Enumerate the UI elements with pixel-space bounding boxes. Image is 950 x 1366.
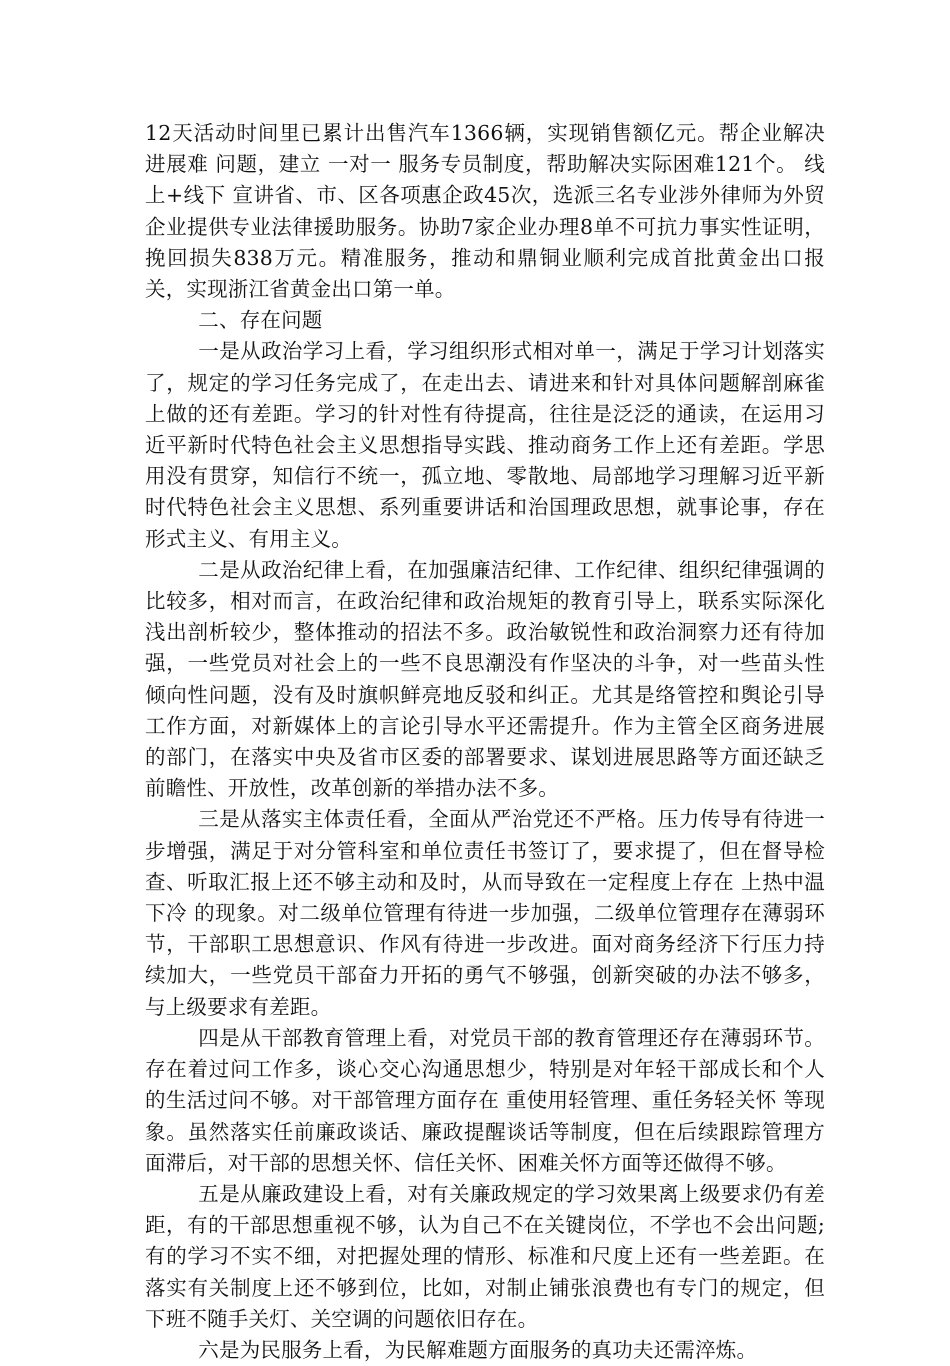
section-heading-existing-problems: 二、存在问题	[198, 308, 323, 333]
paragraph-clean-government: 五是从廉政建设上看，对有关廉政规定的学习效果离上级要求仍有差距，有的干部思想重视不够，认为自己不在关键岗位，不学也不会出问题;有的学习不实不细，对把握处理的情形、标准和尺度上还有一些差距。在落实有关制度上还不够到位，比如，对制止铺张浪费也有专门的规定，但下班不随手关灯、关空调的问题依旧存在。	[145, 1181, 825, 1331]
paragraph-political-study: 一是从政治学习上看，学习组织形式相对单一，满足于学习计划落实了，规定的学习任务完成了，在走出去、请进来和针对具体问题解剖麻雀上做的还有差距。学习的针对性有待提高，往往是泛泛的通读，在运用习近平新时代特色社会主义思想指导实践、推动商务工作上还有差距。学思用没有贯穿，知信行不统一，孤立地、零散地、局部地学习理解习近平新时代特色社会主义思想、系列重要讲话和治国理政思想，就事论事，存在形式主义、有用主义。	[145, 339, 825, 551]
paragraph-sales-results: 12天活动时间里已累计出售汽车1366辆，实现销售额亿元。帮企业解决 进展难 问题，建立 一对一 服务专员制度，帮助解决实际困难121个。 线上+线下 宣讲省、市、区各项惠企政45次，选派三名专业涉外律师为外贸企业提供专业法律援助服务。协助7家企业办理8单不可抗力事实性证明，挽回损失838万元。精准服务，推动和鼎铜业顺利完成首批黄金出口报关，实现浙江省黄金出口第一单。	[145, 121, 825, 302]
paragraph-cadre-management: 四是从干部教育管理上看，对党员干部的教育管理还存在薄弱环节。存在着过问工作多，谈心交心沟通思想少，特别是对年轻干部成长和个人的生活过问不够。对干部管理方面存在 重使用轻管理、重任务轻关怀 等现象。虽然落实任前廉政谈话、廉政提醒谈话等制度，但在后续跟踪管理方面滞后，对干部的思想关怀、信任关怀、困难关怀方面等还做得不够。	[145, 1025, 825, 1175]
paragraph-political-discipline: 二是从政治纪律上看，在加强廉洁纪律、工作纪律、组织纪律强调的比较多，相对而言，在政治纪律和政治规矩的教育引导上，联系实际深化浅出剖析较少，整体推动的招法不多。政治敏锐性和政治洞察力还有待加强，一些党员对社会上的一些不良思潮没有作坚决的斗争，对一些苗头性倾向性问题，没有及时旗帜鲜亮地反驳和纠正。尤其是络管控和舆论引导工作方面，对新媒体上的言论引导水平还需提升。作为主管全区商务进展的部门，在落实中央及省市区委的部署要求、谋划进展思路等方面还缺乏前瞻性、开放性，改革创新的举措办法不多。	[145, 557, 825, 801]
paragraph-main-responsibility: 三是从落实主体责任看，全面从严治党还不严格。压力传导有待进一步增强，满足于对分管科室和单位责任书签订了，要求提了，但在督导检查、听取汇报上还不够主动和及时，从而导致在一定程度上存在 上热中温下冷 的现象。对二级单位管理有待进一步加强，二级单位管理存在薄弱环节，干部职工思想意识、作风有待进一步改进。面对商务经济下行压力持续加大，一些党员干部奋力开拓的勇气不够强，创新突破的办法不够多，与上级要求有差距。	[145, 807, 825, 1019]
document-page	[145, 118, 825, 1366]
paragraph-serving-people: 六是为民服务上看，为民解难题方面服务的真功夫还需淬炼。	[198, 1337, 758, 1362]
